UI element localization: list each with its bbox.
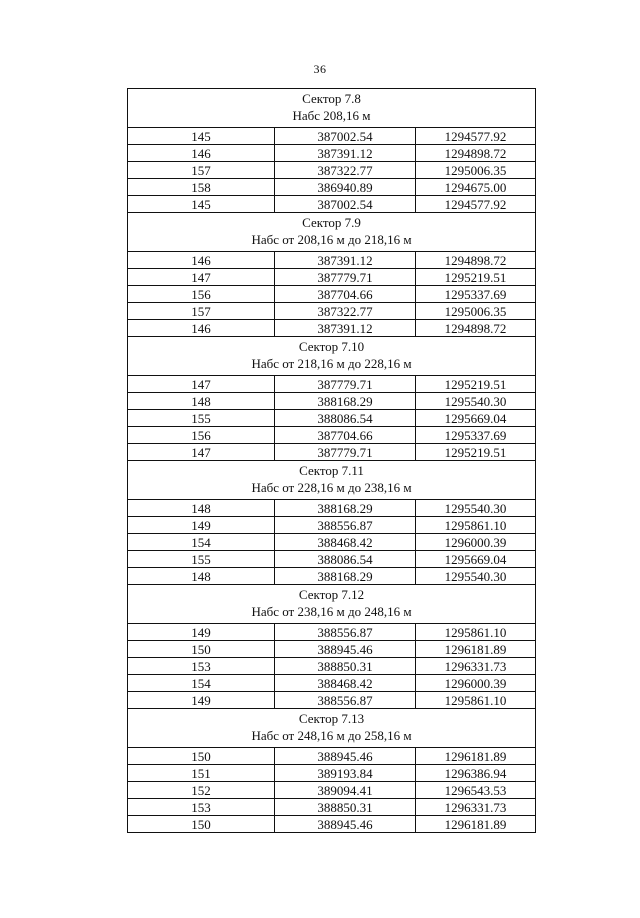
table-row xyxy=(128,179,536,196)
point-number-cell: 149 xyxy=(128,517,275,534)
coordinate-x-cell: 387391.12 xyxy=(275,320,416,337)
coordinate-x-cell: 387779.71 xyxy=(275,269,416,286)
table-row xyxy=(128,393,536,410)
coordinate-y-cell: 1296181.89 xyxy=(416,641,536,658)
point-number-cell: 150 xyxy=(128,748,275,765)
coordinate-y-cell: 1295861.10 xyxy=(416,624,536,641)
sector-title: Сектор 7.10 xyxy=(298,339,365,354)
sector-height-range: Набс от 228,16 м до 238,16 м xyxy=(251,480,412,495)
coordinate-x-cell: 387704.66 xyxy=(275,427,416,444)
coordinate-y-cell: 1295219.51 xyxy=(416,444,536,461)
point-number-cell: 149 xyxy=(128,692,275,709)
sector-header xyxy=(128,213,536,252)
coordinate-y-cell: 1296181.89 xyxy=(416,748,536,765)
sector-header-cell xyxy=(128,585,536,624)
coordinate-x-cell: 389094.41 xyxy=(275,782,416,799)
page-number: 36 xyxy=(313,62,327,76)
table-row xyxy=(128,568,536,585)
sector-title: Сектор 7.13 xyxy=(298,711,365,726)
table-row xyxy=(128,376,536,393)
coordinate-y-cell: 1295337.69 xyxy=(416,427,536,444)
point-number-cell: 146 xyxy=(128,320,275,337)
sector-header xyxy=(128,585,536,624)
coordinate-y-cell: 1296331.73 xyxy=(416,799,536,816)
point-number-cell: 148 xyxy=(128,568,275,585)
coordinate-y-cell: 1294898.72 xyxy=(416,252,536,269)
coordinate-y-cell: 1295006.35 xyxy=(416,162,536,179)
table-row xyxy=(128,624,536,641)
table-row xyxy=(128,658,536,675)
table-row xyxy=(128,145,536,162)
sector-header xyxy=(128,89,536,128)
table-row xyxy=(128,816,536,833)
sector-height-range: Набс от 248,16 м до 258,16 м xyxy=(251,728,412,743)
point-number-cell: 151 xyxy=(128,765,275,782)
coordinate-x-cell: 388086.54 xyxy=(275,410,416,427)
table-row xyxy=(128,534,536,551)
coordinate-x-cell: 388945.46 xyxy=(275,641,416,658)
point-number-cell: 157 xyxy=(128,162,275,179)
table-row xyxy=(128,641,536,658)
point-number-cell: 155 xyxy=(128,551,275,568)
point-number-cell: 156 xyxy=(128,286,275,303)
coordinate-y-cell: 1296181.89 xyxy=(416,816,536,833)
table-row xyxy=(128,782,536,799)
table-row xyxy=(128,748,536,765)
point-number-cell: 154 xyxy=(128,534,275,551)
coordinate-x-cell: 388168.29 xyxy=(275,500,416,517)
coordinate-y-cell: 1296331.73 xyxy=(416,658,536,675)
point-number-cell: 154 xyxy=(128,675,275,692)
coordinate-x-cell: 388168.29 xyxy=(275,568,416,585)
coordinate-x-cell: 389193.84 xyxy=(275,765,416,782)
point-number-cell: 157 xyxy=(128,303,275,320)
coordinate-y-cell: 1296000.39 xyxy=(416,675,536,692)
coordinates-table-body xyxy=(128,89,536,833)
coordinate-y-cell: 1295861.10 xyxy=(416,692,536,709)
point-number-cell: 150 xyxy=(128,816,275,833)
point-number-cell: 148 xyxy=(128,500,275,517)
sector-header-cell xyxy=(128,337,536,376)
sector-header-cell xyxy=(128,461,536,500)
coordinate-y-cell: 1294577.92 xyxy=(416,196,536,213)
coordinate-x-cell: 388556.87 xyxy=(275,624,416,641)
coordinate-y-cell: 1296000.39 xyxy=(416,534,536,551)
coordinate-x-cell: 387779.71 xyxy=(275,444,416,461)
coordinate-x-cell: 387779.71 xyxy=(275,376,416,393)
sector-header xyxy=(128,461,536,500)
point-number-cell: 155 xyxy=(128,410,275,427)
coordinate-x-cell: 388850.31 xyxy=(275,658,416,675)
table-row xyxy=(128,675,536,692)
coordinate-x-cell: 387322.77 xyxy=(275,303,416,320)
table-row xyxy=(128,303,536,320)
coordinate-x-cell: 387002.54 xyxy=(275,196,416,213)
coordinate-y-cell: 1295337.69 xyxy=(416,286,536,303)
sector-title: Сектор 7.11 xyxy=(299,463,364,478)
coordinates-table xyxy=(127,88,536,833)
table-row xyxy=(128,517,536,534)
coordinate-x-cell: 388468.42 xyxy=(275,534,416,551)
table-row xyxy=(128,444,536,461)
table-row xyxy=(128,128,536,145)
table-row xyxy=(128,286,536,303)
coordinate-x-cell: 386940.89 xyxy=(275,179,416,196)
sector-header-cell xyxy=(128,213,536,252)
coordinate-x-cell: 387391.12 xyxy=(275,252,416,269)
sector-height-range: Набс от 208,16 м до 218,16 м xyxy=(251,232,412,247)
coordinate-y-cell: 1296386.94 xyxy=(416,765,536,782)
table-row xyxy=(128,320,536,337)
sector-height-range: Набс 208,16 м xyxy=(292,108,371,123)
coordinate-x-cell: 388086.54 xyxy=(275,551,416,568)
coordinate-x-cell: 388556.87 xyxy=(275,517,416,534)
point-number-cell: 148 xyxy=(128,393,275,410)
coordinate-x-cell: 388468.42 xyxy=(275,675,416,692)
coordinate-y-cell: 1295540.30 xyxy=(416,568,536,585)
coordinate-x-cell: 387391.12 xyxy=(275,145,416,162)
sector-title: Сектор 7.8 xyxy=(302,91,361,106)
coordinate-x-cell: 387002.54 xyxy=(275,128,416,145)
point-number-cell: 152 xyxy=(128,782,275,799)
sector-header-cell xyxy=(128,709,536,748)
coordinate-y-cell: 1295861.10 xyxy=(416,517,536,534)
coordinate-x-cell: 388945.46 xyxy=(275,816,416,833)
point-number-cell: 145 xyxy=(128,128,275,145)
coordinate-y-cell: 1295540.30 xyxy=(416,500,536,517)
coordinate-y-cell: 1294898.72 xyxy=(416,145,536,162)
coordinate-y-cell: 1295540.30 xyxy=(416,393,536,410)
coordinate-y-cell: 1294577.92 xyxy=(416,128,536,145)
point-number-cell: 147 xyxy=(128,444,275,461)
coordinate-x-cell: 388945.46 xyxy=(275,748,416,765)
coordinate-y-cell: 1295219.51 xyxy=(416,269,536,286)
table-row xyxy=(128,799,536,816)
coordinate-x-cell: 387322.77 xyxy=(275,162,416,179)
sector-header xyxy=(128,337,536,376)
table-row xyxy=(128,765,536,782)
coordinate-x-cell: 388168.29 xyxy=(275,393,416,410)
coordinate-y-cell: 1296543.53 xyxy=(416,782,536,799)
table-row xyxy=(128,410,536,427)
coordinate-y-cell: 1294898.72 xyxy=(416,320,536,337)
point-number-cell: 145 xyxy=(128,196,275,213)
coordinate-y-cell: 1295669.04 xyxy=(416,410,536,427)
table-row xyxy=(128,252,536,269)
table-row xyxy=(128,427,536,444)
point-number-cell: 150 xyxy=(128,641,275,658)
sector-title: Сектор 7.9 xyxy=(302,215,361,230)
coordinate-y-cell: 1295219.51 xyxy=(416,376,536,393)
sector-header-cell xyxy=(128,89,536,128)
coordinate-y-cell: 1295669.04 xyxy=(416,551,536,568)
point-number-cell: 149 xyxy=(128,624,275,641)
point-number-cell: 156 xyxy=(128,427,275,444)
coordinate-x-cell: 388850.31 xyxy=(275,799,416,816)
point-number-cell: 153 xyxy=(128,658,275,675)
point-number-cell: 146 xyxy=(128,252,275,269)
coordinate-x-cell: 387704.66 xyxy=(275,286,416,303)
point-number-cell: 146 xyxy=(128,145,275,162)
table-row xyxy=(128,551,536,568)
table-row xyxy=(128,196,536,213)
point-number-cell: 153 xyxy=(128,799,275,816)
table-row xyxy=(128,692,536,709)
coordinate-x-cell: 388556.87 xyxy=(275,692,416,709)
table-row xyxy=(128,162,536,179)
sector-height-range: Набс от 238,16 м до 248,16 м xyxy=(251,604,412,619)
coordinate-y-cell: 1295006.35 xyxy=(416,303,536,320)
table-row xyxy=(128,269,536,286)
point-number-cell: 158 xyxy=(128,179,275,196)
point-number-cell: 147 xyxy=(128,269,275,286)
sector-height-range: Набс от 218,16 м до 228,16 м xyxy=(251,356,412,371)
coordinate-y-cell: 1294675.00 xyxy=(416,179,536,196)
table-row xyxy=(128,500,536,517)
sector-header xyxy=(128,709,536,748)
point-number-cell: 147 xyxy=(128,376,275,393)
sector-title: Сектор 7.12 xyxy=(298,587,365,602)
